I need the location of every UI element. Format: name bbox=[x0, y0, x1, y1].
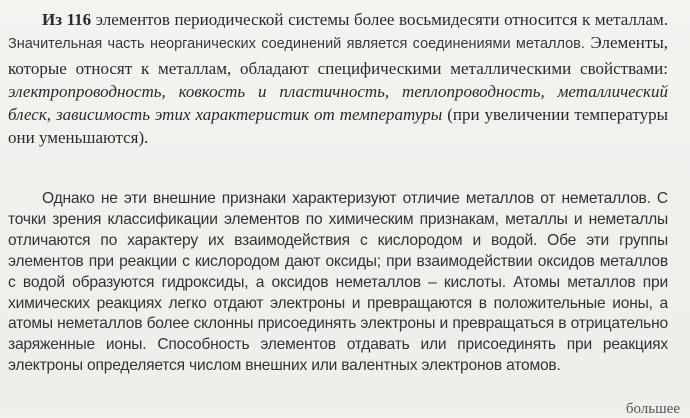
intro-text: элементов периодической системы более восьмидесяти относится к металлам. bbox=[91, 10, 668, 29]
paragraph-classification bbox=[8, 189, 668, 377]
temperature-note: (при увеличении температуры они уменьшаются). bbox=[8, 105, 669, 148]
compounds-sentence: Значительная часть неорганических соединений является соединениями металлов. bbox=[8, 36, 585, 53]
properties-list: электропроводность, ковкость и пластичность, теплопроводность, металлический блеск, зависимость этих характеристик от температуры bbox=[8, 81, 668, 125]
lead-count: Из 116 bbox=[42, 10, 92, 29]
paragraph-metals-intro bbox=[8, 8, 668, 150]
properties-lead: Элементы, которые относят к металлам, обладают специфическими металлическими свойствами: bbox=[8, 33, 668, 78]
classification-text: Однако не эти внешние признаки характеризуют отличие металлов от неметаллов. С точки зрения классификации элементов по химическим признакам, металлы и неметаллы отличаются по характеру их взаимодействия с кислородом и водой. Обе эти группы элементов при реакции с кислородом дают оксиды; при взаимодействии оксидов металлов с водой образуются гидроксиды, а оксидов неметаллов – кислоты. Атомы металлов при химических реакциях легко отдают электроны и превращаются в положительные ионы, а атомы неметаллов более склонны присоединять электроны и превращаться в отрицательно заряженные ионы. Способность элементов отдавать или присоединять при реакциях электроны определяется числом внешних или валентных электронов атомов. bbox=[8, 190, 668, 375]
cutoff-next-line: большее bbox=[625, 401, 680, 417]
